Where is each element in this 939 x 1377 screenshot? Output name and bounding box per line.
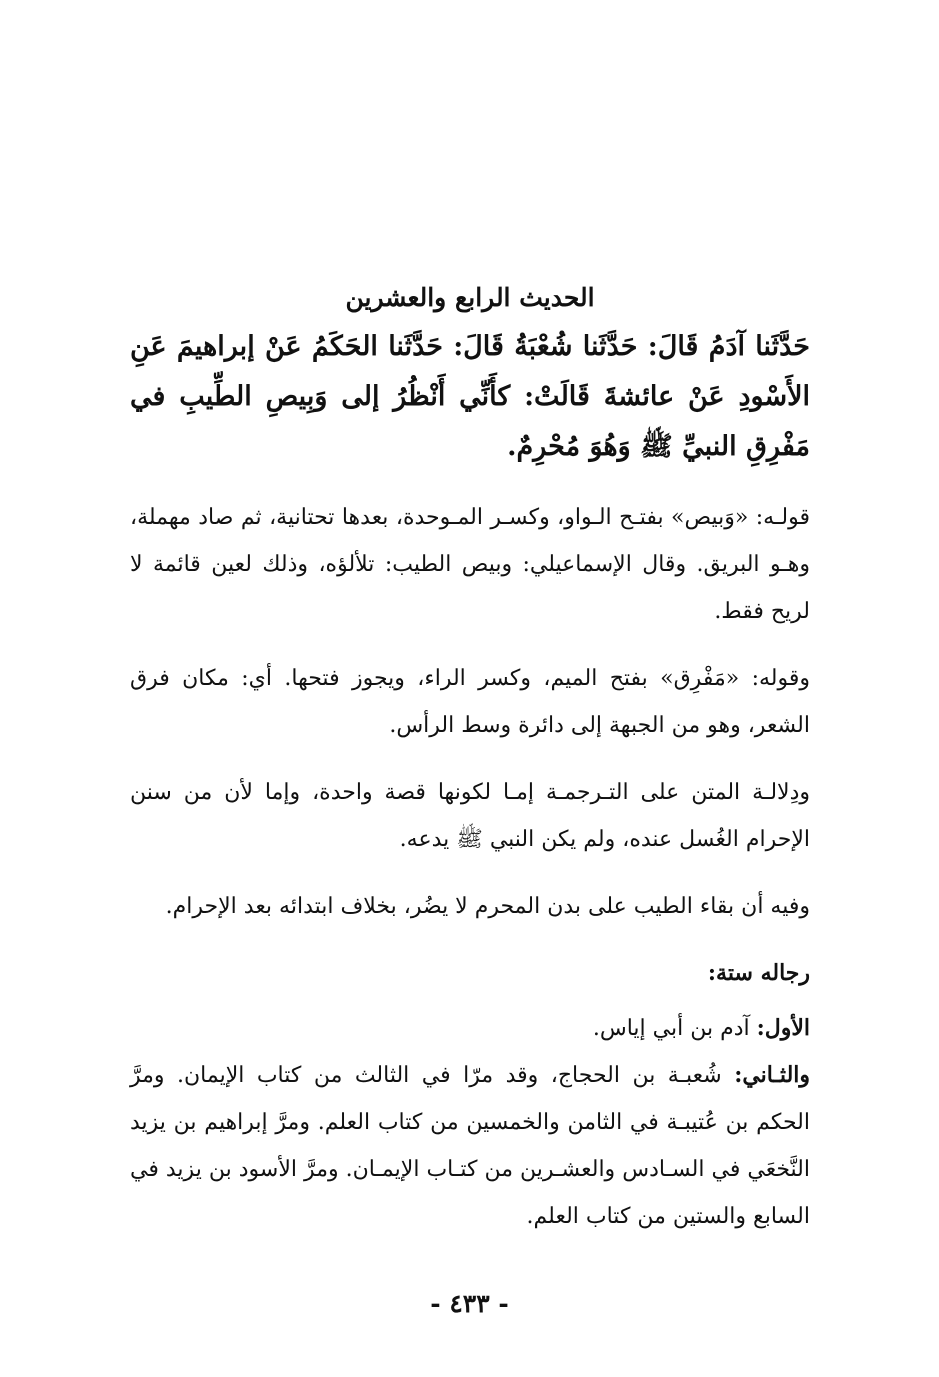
commentary-paragraph-mafriq: وقوله: «مَفْرِق» بفتح الميم، وكسر الراء، ويجوز فتحها. أي: مكان فرق الشعر، وهو من الجبهة إلى دائرة وسط الرأس. <box>130 666 810 738</box>
hadith-section-title: الحديث الرابع والعشرين <box>345 283 595 312</box>
page-text-column <box>130 276 810 1240</box>
narrator-second-label: والثـاني: <box>734 1062 811 1088</box>
narrators-heading: رجاله ستة: <box>707 960 810 986</box>
narrator-second-text: شُعبـة بن الحجاج، وقد مرّا في الثالث من كتاب الإيمان. ومرَّ الحكم بن عُتيبـة في الثامن والخمسين من كتاب العلم. ومرَّ إبراهيم بن يزيد النَّخعَي في السـادس والعشـرين من كتـاب الإيمـان. ومرَّ الأسود بن يزيد في السابع والستين من كتاب العلم. <box>130 1063 810 1229</box>
narrator-second <box>130 1052 810 1240</box>
narrator-first-text: آدم بن أبي إياس. <box>592 1016 750 1041</box>
commentary-paragraph-tib: وفيه أن بقاء الطيب على بدن المحرم لا يضُر، بخلاف ابتدائه بعد الإحرام. <box>165 894 810 919</box>
narrator-first <box>130 1005 810 1052</box>
narrator-first-label: الأول: <box>756 1015 810 1041</box>
hadith-text: حَدَّثَنا آدَمُ قَالَ: حَدَّثَنا شُعْبَةُ قَالَ: حَدَّثَنا الحَكَمُ عَنْ إبراهيمَ عَنِ الأَسْودِ عَنْ عائشةَ قَالَتْ: كأَنِّي أَنْظُرُ إلى وَبِيصِ الطِّيبِ في مَفْرِقِ النبيِّ ﷺ وَهُوَ مُحْرِمٌ. <box>130 331 810 462</box>
commentary-paragraph-wabis: قولـه: «وَبيص» بفتـح الـواو، وكسـر المـوحدة، بعدها تحتانية، ثم صاد مهملة، وهـو البريق. وقال الإسماعيلي: وبيص الطيب: تلألؤه، وذلك لعين قائمة لا لريح فقط. <box>130 505 811 624</box>
page-number: - ٤٣٣ - <box>430 1289 509 1318</box>
commentary-paragraph-tarjama: ودِلالـة المتن على التـرجمـة إمـا لكونها قصة واحدة، وإما لأن من سنن الإحرام الغُسل عنده، ولم يكن النبي ﷺ يدعه. <box>130 780 810 852</box>
